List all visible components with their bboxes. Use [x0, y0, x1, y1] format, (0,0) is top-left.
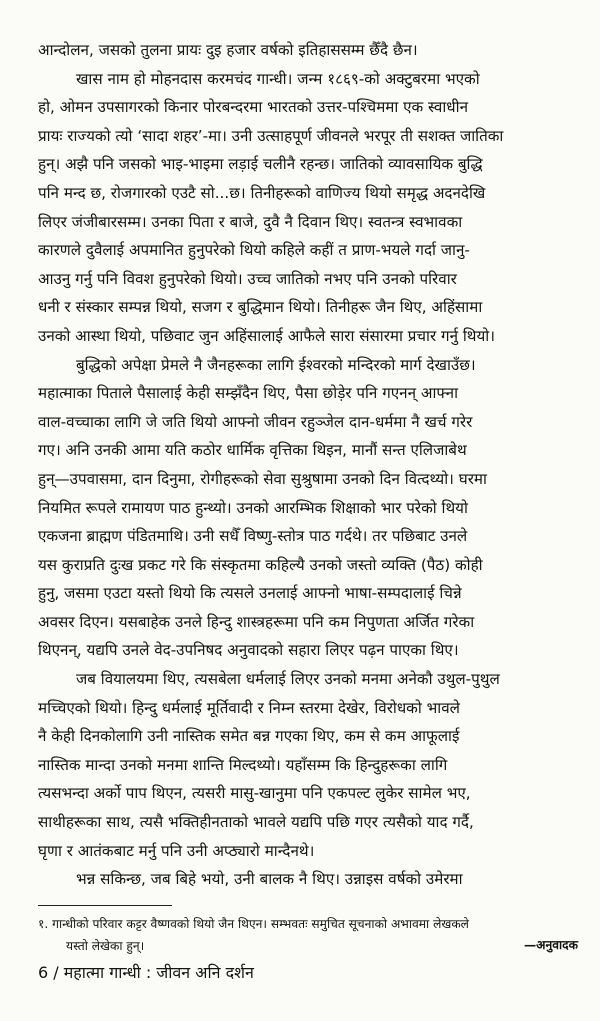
body-line: यस कुराप्रति दुःख प्रकट गरे कि संस्कृतमा कहिल्यै उनको जस्तो व्यक्ति (पैठ) कोही: [38, 555, 483, 574]
body-line: त्यसभन्दा अर्को पाप थिएन, त्यसरी मासु-खानुमा पनि एकपल्ट लुकेर सामेल भए,: [38, 784, 471, 803]
body-line: धनी र संस्कार सम्पन्न थियो, सजग र बुद्धिमान थियो। तिनीहरू जैन थिए, अहिंसामा: [38, 298, 483, 317]
body-line: नियमित रूपले रामायण पाठ हुन्थ्यो। उनको आरम्भिक शिक्षाको भार परेको थियो: [38, 498, 468, 517]
body-line: हुन्। अझै पनि जसको भाइ-भाइमा लड़ाई चलीनै रहन्छ। जातिको व्यावसायिक बुद्धि: [38, 155, 483, 174]
body-line: जब वियालयमा थिए, त्यसबेला धर्मलाई लिएर उनको मनमा अनेकौ उथुल-पुथुल: [76, 670, 500, 689]
body-line: महात्माका पिताले पैसालाई केही सम्झँदैन थिए, पैसा छोड़ेर पनि गएनन् आफ्ना: [38, 384, 459, 403]
body-line: मच्चिएको थियो। हिन्दु धर्मलाई मूर्तिवादी र निम्न स्तरमा देखेर, विरोधको भावले: [38, 698, 460, 717]
running-footer: 6 / महात्मा गान्धी : जीवन अनि दर्शन: [38, 963, 254, 982]
body-line: एकजना ब्राह्मण पंडितमाथि। उनी सधैँ विष्णु-स्तोत्र पाठ गर्दथे। तर पछिबाट उनले: [38, 527, 468, 546]
body-line: उनको आस्था थियो, पछिवाट जुन अहिंसालाई आफैले सारा संसारमा प्रचार गर्नु थियो।: [38, 326, 495, 345]
body-line: थिएनन्, यद्यपि उनले वेद-उपनिषद अनुवादको सहारा लिएर पढ़न पाएका थिए।: [38, 641, 459, 660]
body-text: [38, 36, 578, 894]
body-line: पनि मन्द छ, रोजगारको एउटै सो...छ। तिनीहरूको वाणिज्य थियो समृद्ध अदनदेखि: [38, 183, 486, 202]
body-line: आन्दोलन, जसको तुलना प्रायः दुइ हजार वर्षको इतिहाससम्म छैँदै छैन।: [38, 41, 418, 59]
body-line: कारणले दुवैलाई अपमानित हुनुपरेको थियो कहिले कहीं त प्राण-भयले गर्दा जानु-: [38, 241, 470, 260]
body-line: खास नाम हो मोहनदास करमचंद गान्धी। जन्म १८६९-को अक्टुबरमा भएको: [76, 69, 480, 88]
body-line: हो, ओमन उपसागरको किनार पोरबन्दरमा भारतको उत्तर-पश्चिममा एक स्वाधीन: [38, 98, 468, 117]
body-line: गए। अनि उनकी आमा यति कठोर धार्मिक वृत्तिका थिइन, मानौं सन्त एलिजाबेथ: [38, 441, 467, 460]
footnote-line-continuation: यस्तो लेखेका हुन्।: [66, 939, 145, 953]
body-line: हुन्—उपवासमा, दान दिनुमा, रोगीहरूको सेवा सुश्रुषामा उनको दिन वित्दथ्यो। घरमा: [38, 469, 487, 488]
footnote-credit: —अनुवादक: [523, 938, 578, 952]
footnote-line: १. गान्धीको परिवार कट्टर वैष्णवको थियो जैन थिएन। सम्भवतः समुचित सूचनाको अभावमा लेखकले: [38, 917, 469, 931]
body-line: बुद्धिको अपेक्षा प्रेमले नै जैनहरूका लागि ईश्वरको मन्दिरको मार्ग देखाउँछ।: [76, 355, 476, 374]
body-line: नास्तिक मान्दा उनको मनमा शान्ति मिल्दथ्यो। यहाँसम्म कि हिन्दुहरूका लागि: [38, 755, 448, 774]
body-line: आउनु गर्नु पनि विवश हुनुपरेको थियो। उच्च जातिको नभए पनि उनको परिवार: [38, 269, 457, 288]
body-line: प्रायः राज्यको त्यो ‘सादा शहर’-मा। उनी उत्साहपूर्ण जीवनले भरपूर ती सशक्त जातिका: [38, 126, 504, 145]
footnote-rule: [38, 905, 172, 906]
body-line: घृणा र आतंकबाट मर्नु पनि उनी अप्ठ्यारो मान्दैनथे।: [38, 841, 315, 860]
body-line: भन्न सकिन्छ, जब बिहे भयो, उनी बालक नै थिए। उन्नाइस वर्षको उमेरमा: [76, 870, 463, 889]
body-line: लिएर जंजीबारसम्म। उनका पिता र बाजे, दुवै नै दिवान थिए। स्वतन्त्र स्वभावका: [38, 212, 463, 231]
body-line: अवसर दिएन। यसबाहेक उनले हिन्दु शास्त्रहरूमा पनि कम निपुणता अर्जित गरेका: [38, 612, 475, 631]
body-line: साथीहरूका साथ, त्यसै भक्तिहीनताको भावले यद्यपि पछि गएर त्यसैको याद गर्दै,: [38, 813, 474, 832]
body-line: वाल-वच्चाका लागि जे जति थियो आफ्नो जीवन रहुञ्जेल दान-धर्ममा नै खर्च गरेर: [38, 412, 473, 431]
body-line: हुनु, जसमा एउटा यस्तो थियो कि त्यसले उनलाई आफ्नो भाषा-सम्पदालाई चिन्ने: [38, 584, 462, 603]
footnote: [38, 913, 578, 955]
body-line: नै केही दिनकोलागि उनी नास्तिक समेत बन्न गएका थिए, कम से कम आफूलाई: [38, 727, 460, 746]
